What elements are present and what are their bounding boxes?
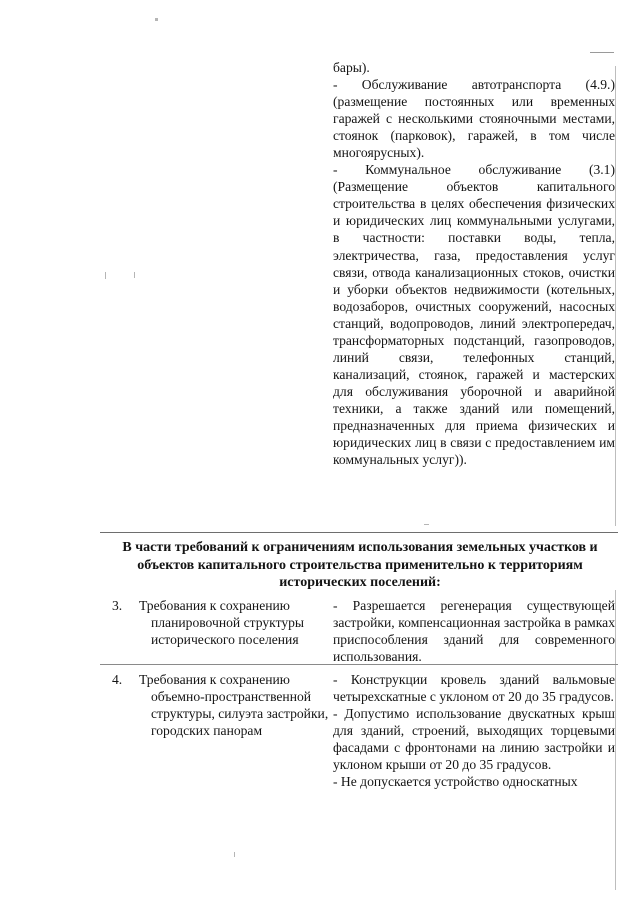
row-number: 3.	[112, 598, 123, 613]
section-heading: В части требований к ограничениям использования земельных участков и объектов капитального строительства применительно к территориям исторических поселений:	[122, 540, 598, 590]
scan-artifact	[234, 852, 235, 857]
scan-artifact	[155, 18, 158, 21]
requirement-cell	[139, 597, 329, 648]
description-cell	[333, 671, 615, 790]
scan-artifact	[134, 272, 135, 278]
table-right-border	[615, 66, 616, 526]
scan-artifact	[105, 272, 106, 279]
description-paragraph: - Не допускается устройство односкатных	[333, 774, 578, 790]
continuation-text	[333, 59, 615, 468]
top-rule	[590, 52, 614, 53]
table-right-border	[615, 590, 616, 890]
description-paragraph: - Допустимо использование двускатных крыш для зданий, строений, выходящих торцевыми фасадами с фронтонами на линию застройки и уклоном крыши от 20 до 35 градусов.	[333, 706, 615, 773]
requirement-text: Требования к сохранению объемно-пространственной структуры, силуэта застройки, городских панорам	[139, 672, 329, 739]
continuation-paragraph: бары).	[333, 60, 370, 75]
description-paragraph: - Разрешается регенерация существующей застройки, компенсационная застройка в рамках приспособления зданий для современного использования.	[333, 598, 615, 665]
table-row-divider	[100, 664, 618, 665]
table-row-divider	[100, 532, 618, 533]
continuation-paragraph: - Обслуживание автотранспорта (4.9.) (размещение постоянных или временных гаражей с несколькими стояночными местами, стоянок (парковок), гаражей, в том числе многоярусных).	[333, 77, 615, 161]
description-paragraph: - Конструкции кровель зданий вальмовые четырехскатные с уклоном от 20 до 35 градусов.	[333, 672, 615, 705]
requirement-cell	[139, 671, 329, 739]
row-number: 4.	[112, 672, 123, 687]
requirement-text: Требования к сохранению планировочной структуры исторического поселения	[139, 598, 305, 648]
description-cell	[333, 597, 615, 665]
scan-artifact	[424, 524, 429, 525]
continuation-paragraph: - Коммунальное обслуживание (3.1) (Размещение объектов капитального строительства в целях обеспечения физических и юридических лиц коммунальными услугами, в частности: поставки воды, тепла, электричества, газа, предоставления услуг связи, отвода канализационных стоков, очистки и уборки объектов недвижимости (котельных, водозаборов, очистных сооружений, насосных станций, водопроводов, линий электропередач, трансформаторных подстанций, газопроводов, линий связи, телефонных станций, канализаций, стоянок, гаражей и мастерских для обслуживания уборочной и аварийной техники, а также зданий или помещений, предназначенных для приема физических и юридических лиц в связи с предоставлением им коммунальных услуг)).	[333, 162, 615, 468]
